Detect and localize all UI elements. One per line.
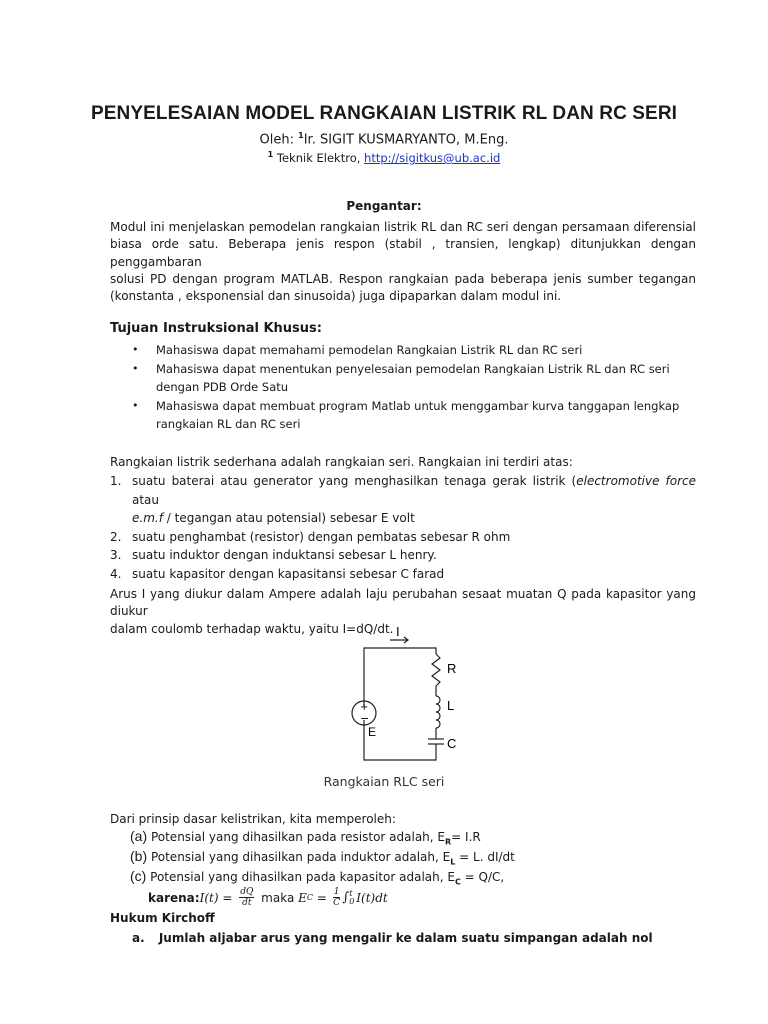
affiliation-link[interactable]: http://sigitkus@ub.ac.id bbox=[364, 150, 501, 165]
rlc-circuit-diagram bbox=[330, 620, 490, 770]
component-italic: electromotive force bbox=[576, 474, 696, 488]
component-item bbox=[110, 528, 696, 547]
intro-line: solusi PD dengan program MATLAB. Respon rangkaian pada beberapa jenis sumber tegangan bbox=[110, 271, 696, 286]
fraction-num: dQ bbox=[240, 887, 254, 897]
component-item bbox=[110, 565, 696, 584]
kirchoff-heading: Hukum Kirchoff bbox=[110, 911, 215, 925]
component-text: suatu kapasitor dengan kapasitansi sebesar C farad bbox=[132, 566, 445, 581]
affiliation-text: Teknik Elektro, bbox=[273, 150, 365, 165]
principle-sub: C bbox=[454, 877, 461, 887]
fraction-dq-dt bbox=[239, 887, 254, 908]
component-text: suatu baterai atau generator yang menghasilkan tenaga gerak listrik ( bbox=[132, 474, 577, 488]
component-text: atau bbox=[132, 492, 160, 507]
principle-tail: = I.R bbox=[451, 830, 481, 844]
formula-ec-sub: C bbox=[306, 893, 313, 902]
formula-ec: E bbox=[298, 890, 307, 905]
principle-text: Potensial yang dihasilkan pada kapasitor adalah, E bbox=[150, 870, 455, 884]
objective-text: dengan PDB Orde Satu bbox=[156, 380, 289, 394]
formula-lhs: I(t) bbox=[199, 890, 219, 905]
intro-paragraph bbox=[110, 219, 696, 305]
component-italic: e.m.f bbox=[132, 511, 163, 526]
figure-caption: Rangkaian RLC seri bbox=[323, 774, 445, 789]
principle-letter: (b) bbox=[130, 848, 148, 864]
circuit-intro: Rangkaian listrik sederhana adalah rangkaian seri. Rangkaian ini terdiri atas: bbox=[110, 455, 573, 469]
kirchoff-text: Jumlah aljabar arus yang mengalir ke dalam suatu simpangan adalah nol bbox=[158, 931, 653, 945]
current-line: dalam coulomb terhadap waktu, yaitu I=dQ/dt. bbox=[110, 621, 394, 636]
formula-eq: = bbox=[218, 890, 237, 905]
objective-text: Mahasiswa dapat membuat program Matlab untuk menggambar kurva tanggapan lengkap bbox=[156, 398, 680, 413]
current-label: I bbox=[396, 624, 400, 639]
item-number: 4. bbox=[110, 566, 122, 581]
objectives-list bbox=[132, 341, 696, 434]
integral-limits bbox=[349, 890, 354, 906]
source-minus: − bbox=[360, 712, 370, 725]
objective-text: Mahasiswa dapat menentukan penyelesaian pemodelan Rangkaian Listrik RL dan RC seri bbox=[156, 361, 670, 376]
page-title: PENYELESAIAN MODEL RANGKAIAN LISTRIK RL DAN RC SERI bbox=[90, 103, 678, 124]
resistor-label: R bbox=[447, 661, 457, 676]
item-number: 3. bbox=[110, 548, 122, 563]
principle-sub: L bbox=[450, 857, 456, 867]
fraction-num: 1 bbox=[333, 887, 340, 897]
affiliation-sup: 1 bbox=[267, 150, 274, 159]
formula-maka: maka bbox=[257, 890, 299, 905]
components-list bbox=[110, 472, 696, 584]
source-plus: + bbox=[360, 702, 369, 713]
author-sup: 1 bbox=[298, 131, 304, 140]
formula-eq2: = bbox=[313, 890, 331, 905]
intro-line: (konstanta , eksponensial dan sinusoida) juga dipaparkan dalam modul ini. bbox=[110, 289, 562, 304]
bullet: • bbox=[132, 398, 139, 412]
inductor-label: L bbox=[447, 698, 455, 713]
objective-item bbox=[132, 360, 696, 397]
objective-text: rangkaian RL dan RC seri bbox=[156, 417, 301, 431]
karena-label: karena: bbox=[148, 890, 200, 905]
principle-tail: = L. dI/dt bbox=[455, 850, 515, 864]
component-text: suatu penghambat (resistor) dengan pembatas sebesar R ohm bbox=[132, 529, 511, 544]
objective-item bbox=[132, 397, 696, 434]
resistor-symbol bbox=[432, 654, 440, 686]
integrand: I(t)dt bbox=[356, 890, 388, 905]
kirchoff-item bbox=[132, 931, 653, 945]
objective-text: Mahasiswa dapat memahami pemodelan Rangkaian Listrik RL dan RC seri bbox=[156, 343, 583, 357]
integral-sign: ∫ bbox=[342, 890, 350, 905]
karena-formula bbox=[148, 887, 388, 908]
inductor-symbol bbox=[436, 696, 440, 728]
component-item bbox=[110, 546, 696, 565]
capacitor-label: C bbox=[447, 736, 457, 751]
integral-lower: 0 bbox=[349, 896, 355, 906]
author-name: Ir. SIGIT KUSMARYANTO, M.Eng. bbox=[303, 132, 509, 148]
item-number: 1. bbox=[110, 474, 122, 488]
principle-item bbox=[130, 868, 504, 886]
principle-item bbox=[130, 848, 515, 866]
principle-item bbox=[130, 828, 481, 846]
principles-heading: Dari prinsip dasar kelistrikan, kita memperoleh: bbox=[110, 812, 396, 826]
principle-sub: R bbox=[445, 837, 452, 847]
author-line bbox=[0, 131, 768, 147]
bullet: • bbox=[132, 361, 139, 375]
principle-letter: (c) bbox=[130, 868, 147, 884]
principle-text: Potensial yang dihasilkan pada induktor adalah, E bbox=[150, 850, 451, 864]
objective-item bbox=[132, 341, 696, 360]
item-number: 2. bbox=[110, 529, 122, 544]
current-line: Arus I yang diukur dalam Ampere adalah laju perubahan sesaat muatan Q pada kapasitor yang diukur bbox=[110, 587, 696, 619]
wire-top bbox=[364, 648, 436, 706]
intro-heading: Pengantar: bbox=[346, 199, 422, 213]
principle-letter: (a) bbox=[130, 828, 148, 844]
component-item bbox=[110, 472, 696, 528]
source-label: E bbox=[368, 725, 377, 739]
author-prefix: Oleh: bbox=[259, 132, 299, 148]
component-text: suatu induktor dengan induktansi sebesar L henry. bbox=[132, 548, 437, 563]
kirchoff-letter: a. bbox=[132, 931, 145, 945]
intro-line: biasa orde satu. Beberapa jenis respon (stabil , transien, lengkap) ditunjukkan dengan penggambaran bbox=[110, 237, 696, 269]
component-text: / tegangan atau potensial) sebesar E volt bbox=[162, 511, 415, 526]
principle-text: Potensial yang dihasilkan pada resistor adalah, E bbox=[150, 830, 445, 844]
affiliation-line bbox=[0, 150, 768, 165]
fraction-den: C bbox=[333, 898, 340, 908]
fraction-1-c bbox=[333, 887, 341, 908]
bullet: • bbox=[132, 343, 139, 356]
fraction-den: dt bbox=[242, 898, 252, 908]
principle-tail: = Q/C, bbox=[460, 870, 505, 884]
intro-line: Modul ini menjelaskan pemodelan rangkaian listrik RL dan RC seri dengan persamaan diferensial bbox=[110, 220, 696, 234]
integral-upper: t bbox=[349, 888, 353, 898]
objectives-heading: Tujuan Instruksional Khusus: bbox=[110, 321, 322, 336]
